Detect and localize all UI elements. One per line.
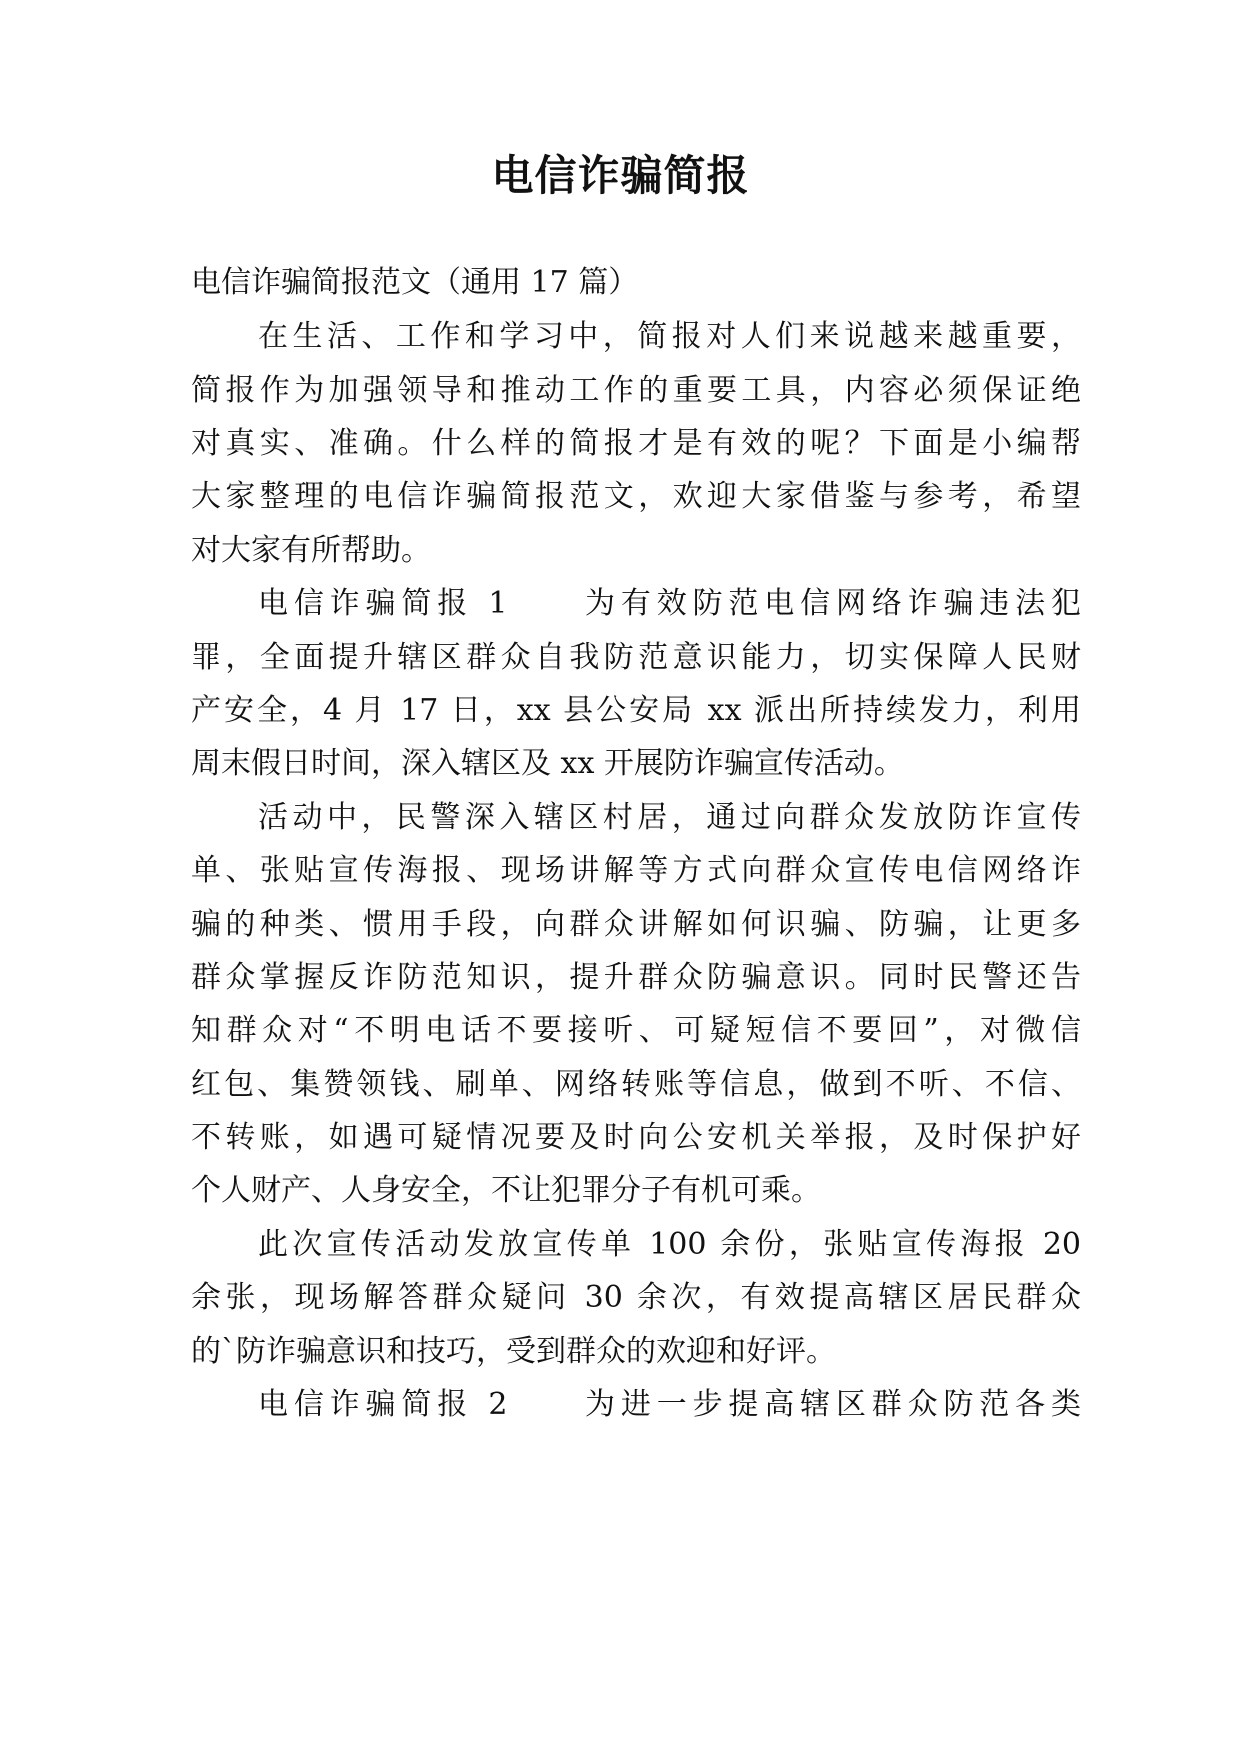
paragraph-line: 活动中，民警深入辖区村居，通过向群众发放防诈宣传: [258, 800, 1081, 835]
paragraph-line: 简报作为加强领导和推动工作的重要工具，内容必须保证绝: [191, 373, 1081, 408]
paragraph-line: 在生活、工作和学习中，简报对人们来说越来越重要，: [258, 319, 1081, 354]
section-heading-line: 电信诈骗简报 2 为进一步提高辖区群众防范各类: [258, 1387, 1081, 1422]
paragraph-line: 个人财产、人身安全，不让犯罪分子有机可乘。: [191, 1173, 821, 1208]
subtitle-line: 电信诈骗简报范文（通用 17 篇）: [191, 265, 639, 300]
section-heading-line: 电信诈骗简报 1 为有效防范电信网络诈骗违法犯: [258, 586, 1081, 621]
paragraph-line: 不转账，如遇可疑情况要及时向公安机关举报，及时保护好: [191, 1120, 1081, 1155]
paragraph-line: 单、张贴宣传海报、现场讲解等方式向群众宣传电信网络诈: [191, 853, 1081, 888]
paragraph-line: 大家整理的电信诈骗简报范文，欢迎大家借鉴与参考，希望: [191, 479, 1081, 514]
paragraph-line: 群众掌握反诈防范知识，提升群众防骗意识。同时民警还告: [191, 960, 1081, 995]
paragraph-line: 对真实、准确。什么样的简报才是有效的呢？下面是小编帮: [191, 426, 1081, 461]
paragraph-line: 红包、集赞领钱、刷单、网络转账等信息，做到不听、不信、: [191, 1067, 1081, 1102]
paragraph-line: 罪，全面提升辖区群众自我防范意识能力，切实保障人民财: [191, 640, 1081, 675]
paragraph-line: 产安全，4 月 17 日，xx 县公安局 xx 派出所持续发力，利用: [191, 693, 1081, 728]
paragraph-line: 知群众对“不明电话不要接听、可疑短信不要回”，对微信: [191, 1013, 1081, 1048]
paragraph-line: 骗的种类、惯用手段，向群众讲解如何识骗、防骗，让更多: [191, 907, 1081, 942]
document-title: 电信诈骗简报: [491, 151, 750, 200]
paragraph-line: 周末假日时间，深入辖区及 xx 开展防诈骗宣传活动。: [191, 746, 904, 781]
paragraph-line: 余张，现场解答群众疑问 30 余次，有效提高辖区居民群众: [191, 1280, 1081, 1315]
paragraph-line: 此次宣传活动发放宣传单 100 余份，张贴宣传海报 20: [258, 1227, 1081, 1262]
paragraph-line: 的`防诈骗意识和技巧，受到群众的欢迎和好评。: [191, 1334, 836, 1369]
paragraph-line: 对大家有所帮助。: [191, 533, 431, 568]
